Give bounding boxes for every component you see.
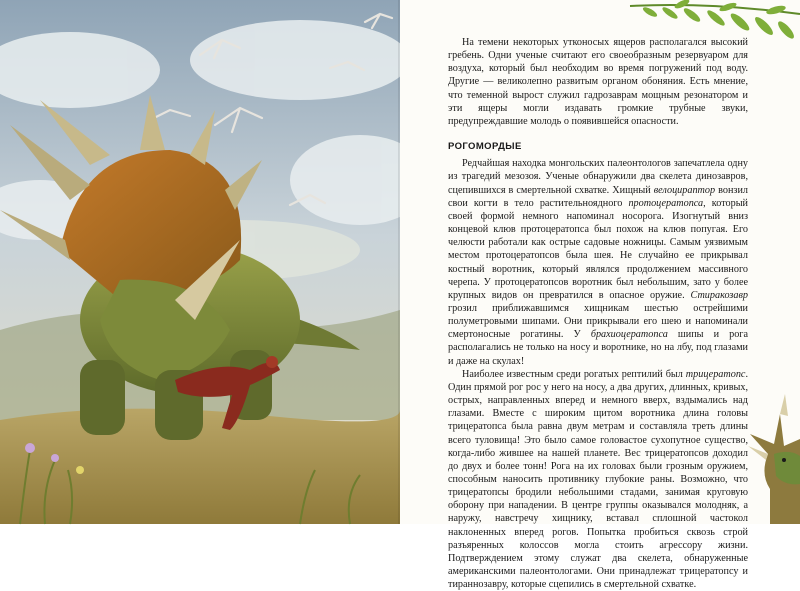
intro-paragraph: На темени некоторых утконосых ящеров располагался высокий гребень. Одни ученые считают его своеобразным резервуаром для воздуха, который был необходим во время погружений под воду. Другие — великолепно развитым органом обоняния. Есть мнение, что теменной вырост служил гадрозаврам мощным резонатором и эти ящеры могли издавать громкие трубные звуки, предупреждавшие молодь о появившейся опасности. (448, 37, 748, 127)
small-dinosaur-illustration (740, 394, 800, 524)
paragraph-protoceratops: Редчайшая находка монгольских палеонтологов запечатлела одну из трагедий мезозоя. Ученые обнаружили два скелета динозавров, сцепившихся в смертельной схватке. Хищный велоцираптор вонзил свои когти в тело растительноядного протоцератопса, который своей формой немного напоминал носорога. Изогнутый вниз концевой клюв протоцератопса был похож на клюв попугая. Его челюсти работали как острые садовые ножницы. Самым уязвимым местом протоцератопсов была шея. Не случайно ее прикрывал костный воротник, который являлся продолжением массивного черепа. У протоцератопсов воротник был небольшим, зато у более крупных видов он превратился в опасное оружие. Стиракозавр грозил приближавшимся хищникам шестью острейшими полуметровыми шипами. Они прикрывали его шею и напоминали смертоносные рогатины. У брахиоцератопса шипы и рога располагались не только на носу и воротнике, но на лбу, под глазами и даже на скулах! (448, 158, 748, 367)
fern-decoration (630, 0, 800, 40)
section-heading: РОГОМОРДЫЕ (448, 141, 522, 153)
styracosaurus-illustration (0, 0, 400, 524)
paragraph-triceratops: Наиболее известным среди рогатых рептилий был трицератопс. Один прямой рог рос у него на носу, а два других, длинных, кривых, острых, направленных вперед и немного вверх, вздымались над глазами. Вместе с широким щитом воротника длина головы трицератопса была равна двум метрам и составляла треть длины всего туловища! Это было самое головастое сухопутное существо, когда-либо жившее на нашей планете. Вес трицератопсов доходил до двух и более тонн! Рога на их головах были грозным оружием, способным наносить противнику глубокие раны. Возможно, что трицератопсы бродили небольшими стадами, занимая круговую оборону при нападении. В центре группы оказывался молодняк, а наружу, навстречу хищнику, вставал сплошной частокол наклоненных вперед рогов. Попытка пробиться сквозь строй разъяренных колоссов могла стоить агрессору жизни. Подтверждением этому служат два скелета, обнаруженные американскими палеонтологами. Они принадлежат трицератопсу и тираннозавру, которые сцепились в смертельной схватке. (448, 368, 748, 591)
article-text (448, 36, 748, 591)
text-page (400, 0, 800, 591)
illustration-page (0, 0, 400, 524)
